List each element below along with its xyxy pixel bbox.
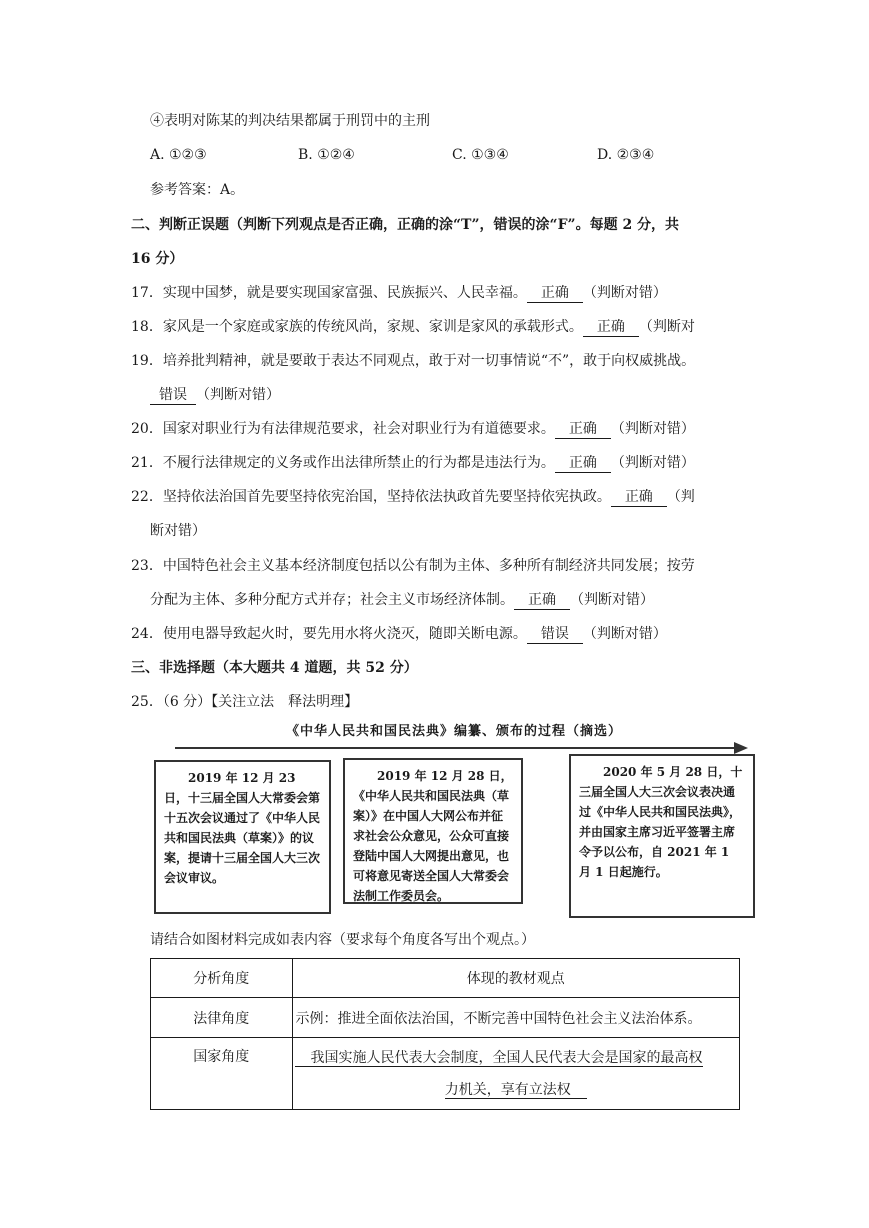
q22-line1 [131,487,695,507]
q18 [131,317,695,337]
state-viewpoint-line1: 我国实施人民代表大会制度，全国人民代表大会是国家的最高权 [295,1050,703,1067]
q25-instruction: 请结合如图材料完成如表内容（要求每个角度各写出个观点。） [150,932,535,948]
q19-line2 [150,385,280,405]
section3-title: 三、非选择题（本大题共 4 道题，共 52 分） [131,660,418,676]
timeline-arrow-line [175,747,740,749]
table-cell-law-angle: 法律角度 [151,998,293,1038]
section2-title-cont: 16 分） [131,251,184,267]
q22-line2: 断对错） [150,523,206,539]
q19-answer: 错误 [150,386,196,405]
q24 [131,624,667,644]
q17-answer: 正确 [527,284,583,303]
q18-text: 18．家风是一个家庭或家族的传统风尚，家规、家训是家风的承载形式。 [131,319,583,335]
q16-choice-a: A. ①②③ [150,147,207,163]
analysis-table [150,958,740,1110]
q16-choice-c: C. ①③④ [452,147,509,163]
q20-answer: 正确 [555,420,611,439]
timeline-box-3: 2020 年 5 月 28 日，十三届全国人大三次会议表决通过《中华人民共和国民法典》，并由国家主席习近平签署主席令予以公布，自 2021 年 1 月 1 日起施行。 [569,754,755,918]
q20-text: 20．国家对职业行为有法律规范要求，社会对职业行为有道德要求。 [131,421,555,437]
q16-reference-answer: 参考答案：A。 [150,182,245,198]
q16-option-4: ④表明对陈某的判决结果都属于刑罚中的主刑 [150,113,430,129]
q22-answer: 正确 [611,488,667,507]
figure-title: 《中华人民共和国民法典》编纂、颁布的过程（摘选） [285,724,622,739]
q19-line1: 19．培养批判精神，就是要敢于表达不同观点，敢于对一切事情说“不”，敢于向权威挑战。 [131,353,696,369]
q21-text: 21．不履行法律规定的义务或作出法律所禁止的行为都是违法行为。 [131,455,555,471]
q24-suffix: （判断对错） [582,626,667,642]
table-row [151,998,740,1038]
q20-suffix: （判断对错） [610,421,695,437]
civil-code-timeline-figure [150,722,758,918]
timeline-box-2: 2019 年 12 月 28 日，《中华人民共和国民法典（草案）》在中国人大网公布并征求社会公众意见，公众可直接登陆中国人大网提出意见，也可将意见寄送全国人大常委会法制工作委员会。 [343,758,523,904]
table-cell-state-viewpoint [292,1038,739,1110]
table-header-angle: 分析角度 [151,959,293,998]
q24-answer: 错误 [527,625,583,644]
q23-suffix: （判断对错） [570,592,654,608]
q18-answer: 正确 [583,318,639,337]
q17-suffix: （判断对错） [582,285,667,301]
table-header-row [151,959,740,998]
q17 [131,283,667,303]
q25-header: 25．（6 分）【关注立法 释法明理】 [131,694,359,710]
q17-text: 17．实现中国梦，就是要实现国家富强、民族振兴、人民幸福。 [131,285,527,301]
q23-answer: 正确 [514,591,570,610]
q23-line2 [150,590,654,610]
q21-suffix: （判断对错） [610,455,695,471]
q22-text: 22．坚持依法治国首先要坚持依宪治国，坚持依法执政首先要坚持依宪执政。 [131,489,611,505]
q20 [131,419,695,439]
q23-text: 分配为主体、多种分配方式并存；社会主义市场经济体制。 [150,592,514,608]
q24-text: 24．使用电器导致起火时，要先用水将火浇灭，随即关断电源。 [131,626,527,642]
q22-suffix: （判 [666,489,695,505]
q21-answer: 正确 [555,454,611,473]
q19-suffix: （判断对错） [196,387,280,403]
q18-suffix: （判断对 [638,319,695,335]
q21 [131,453,695,473]
table-row [151,1038,740,1110]
timeline-box-1: 2019 年 12 月 23 日，十三届全国人大常委会第十五次会议通过了《中华人民共和国民法典（草案）》的议案，提请十三届全国人大三次会议审议。 [154,760,331,914]
table-header-viewpoint: 体现的教材观点 [292,959,739,998]
q16-choice-b: B. ①②④ [298,147,355,163]
table-cell-state-angle: 国家角度 [151,1038,293,1110]
q16-choice-d: D. ②③④ [597,147,655,163]
state-viewpoint-line2: 力机关，享有立法权 [445,1082,587,1099]
section2-title: 二、判断正误题（判断下列观点是否正确，正确的涂“T”，错误的涂“F”。每题 2 分，共 [131,217,680,233]
timeline-arrow-head-icon [734,742,748,754]
law-viewpoint-text: 示例：推进全面依法治国，不断完善中国特色社会主义法治体系。 [295,1010,702,1027]
table-cell-law-viewpoint [292,998,739,1038]
q23-line1: 23．中国特色社会主义基本经济制度包括以公有制为主体、多种所有制经济共同发展；按劳 [131,558,695,574]
